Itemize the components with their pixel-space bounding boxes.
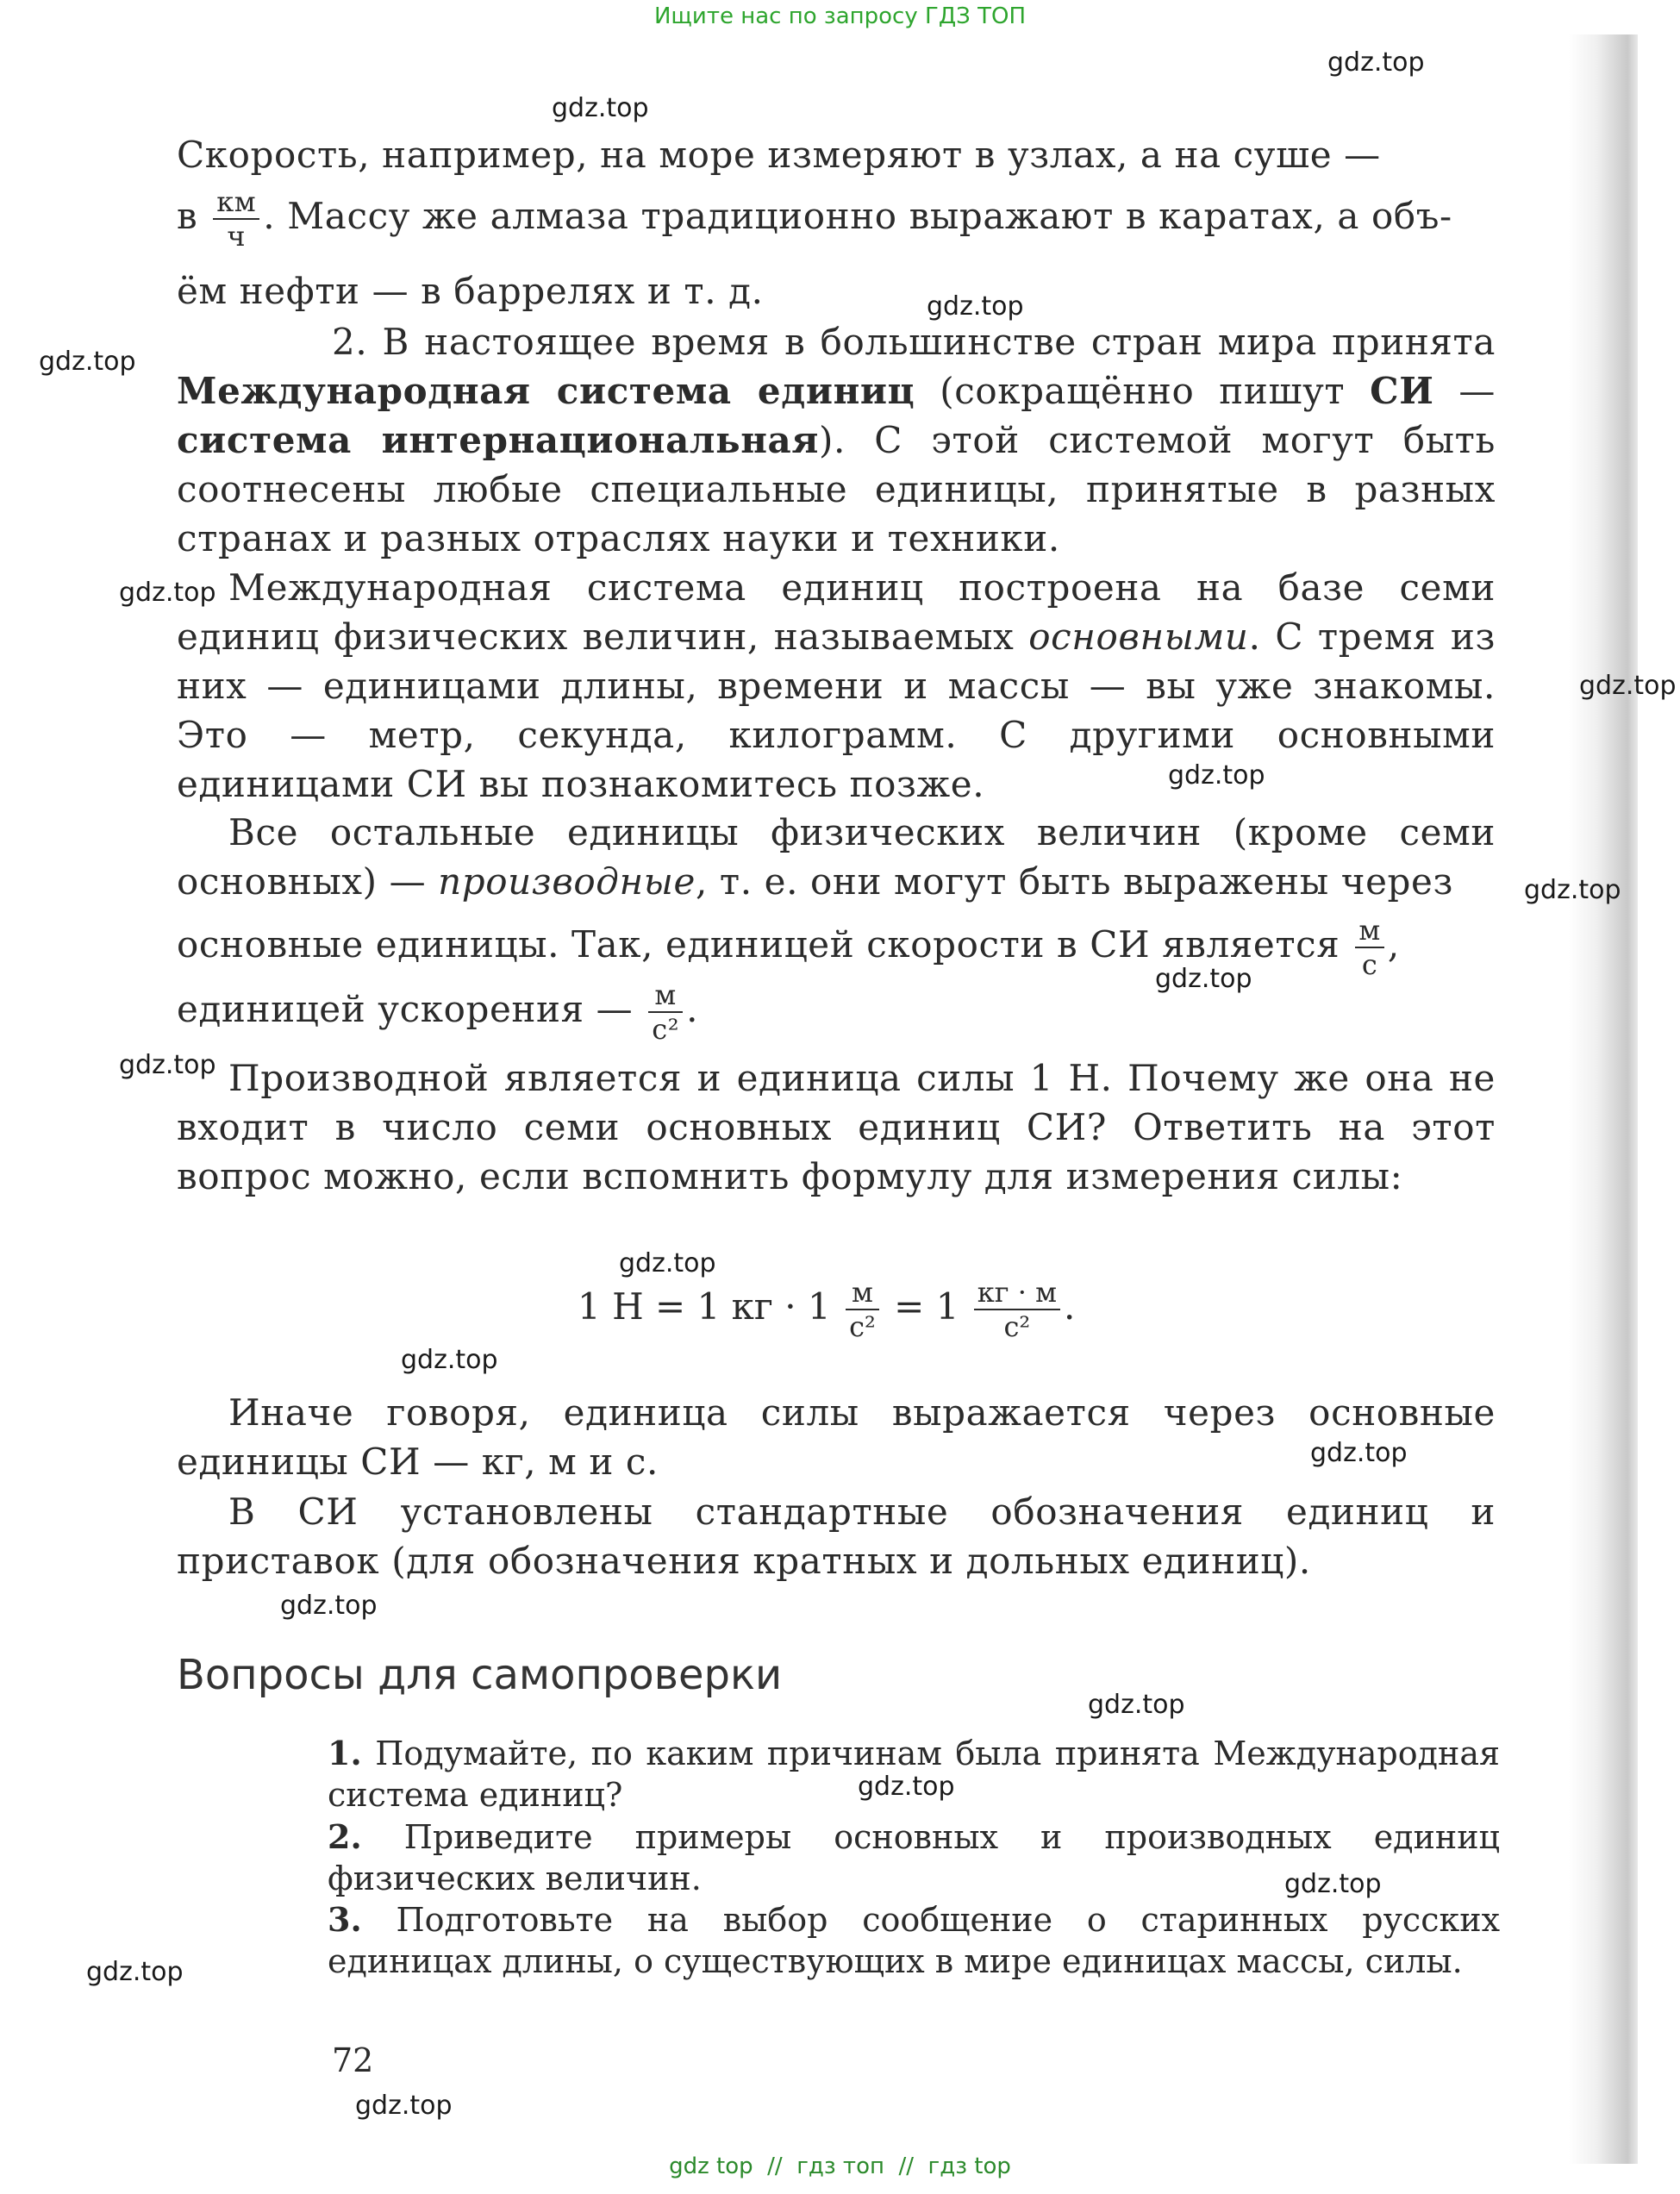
fraction-numerator: м xyxy=(846,1276,879,1310)
paragraph-si-intro xyxy=(177,317,1496,563)
fraction-numerator: м xyxy=(648,978,683,1013)
question-number: 2. xyxy=(328,1817,362,1856)
question-text: Приведите примеры основных и производных единиц физических величин. xyxy=(328,1818,1500,1897)
watermark: gdz.top xyxy=(1524,875,1621,905)
watermark: gdz.top xyxy=(280,1591,378,1621)
watermark: gdz.top xyxy=(1284,1869,1382,1899)
p3-b: . С тремя из них — единицами длины, времени и массы — вы уже знакомы. Это — метр, секунда, килограмм. С другими основными единицами СИ вы познакомитесь позже. xyxy=(177,616,1496,805)
fraction-denominator: ч xyxy=(227,220,247,253)
p4-d-post: . xyxy=(686,988,699,1030)
watermark: gdz.top xyxy=(619,1248,716,1278)
question-number: 3. xyxy=(328,1900,362,1939)
paragraph-si-notation: В СИ установлены стандартные обозначения единиц и приставок (для обозначения кратных и дольных единиц). xyxy=(177,1491,1496,1582)
question-number: 1. xyxy=(328,1734,362,1772)
paragraph-derived-units xyxy=(177,808,1496,906)
term-basic: основными xyxy=(1028,616,1249,658)
watermark: gdz.top xyxy=(39,347,136,377)
question-item xyxy=(328,1816,1500,1899)
p1-line-a: Скорость, например, на море измеряют в узлах, а на суше — xyxy=(177,134,1381,176)
questions-heading: Вопросы для самопроверки xyxy=(177,1651,783,1699)
term-si: СИ xyxy=(1370,370,1434,412)
watermark: gdz.top xyxy=(1579,671,1677,701)
fraction-km-h xyxy=(213,185,259,253)
fraction-m-s2 xyxy=(648,978,683,1046)
bottom-banner[interactable]: gdz top // гдз топ // гдз top xyxy=(669,2153,1011,2179)
p4-c-post: , xyxy=(1387,923,1400,966)
formula-end: . xyxy=(1063,1285,1076,1328)
question-text: Подумайте, по каким причинам была принята Международная система единиц? xyxy=(328,1735,1500,1814)
p2-dash: — xyxy=(1433,370,1496,412)
watermark: gdz.top xyxy=(1088,1690,1185,1720)
fraction-denominator: с² xyxy=(1003,1310,1031,1343)
watermark: gdz.top xyxy=(119,578,216,608)
watermark: gdz.top xyxy=(86,1957,184,1987)
watermark: gdz.top xyxy=(401,1345,498,1375)
p1-line-b xyxy=(177,185,1452,253)
scan-page-edge xyxy=(1569,34,1638,2164)
watermark: gdz.top xyxy=(858,1772,955,1802)
watermark: gdz.top xyxy=(552,93,649,123)
fraction-denominator: с xyxy=(1361,948,1378,981)
fraction-denominator: с² xyxy=(652,1013,680,1046)
paragraph-base-units xyxy=(177,563,1496,809)
question-item xyxy=(328,1899,1500,1982)
fraction-denominator: с² xyxy=(849,1310,876,1343)
formula-left: 1 Н = 1 кг · 1 xyxy=(578,1285,831,1328)
paragraph-force-base: Иначе говоря, единица силы выражается через основные единицы СИ — кг, м и с. xyxy=(177,1391,1496,1483)
watermark: gdz.top xyxy=(119,1050,216,1080)
force-unit-formula xyxy=(578,1276,1075,1343)
question-item xyxy=(328,1733,1500,1816)
fraction-m-s2 xyxy=(846,1276,879,1343)
p2-lead: 2. В настоящее время в большинстве стран мира принята xyxy=(332,321,1496,363)
fraction-kg-m-s2 xyxy=(974,1276,1060,1343)
fraction-numerator: км xyxy=(213,185,259,220)
term-derived: производные xyxy=(438,860,696,903)
term-system-international: система интернациональная xyxy=(177,419,819,461)
p4-line-d xyxy=(177,978,698,1046)
term-international-system: Международная система единиц xyxy=(177,370,915,412)
watermark: gdz.top xyxy=(1155,964,1252,994)
watermark: gdz.top xyxy=(355,2091,453,2121)
formula-mid: = 1 xyxy=(894,1285,959,1328)
fraction-numerator: кг · м xyxy=(974,1276,1060,1310)
watermark: gdz.top xyxy=(1310,1438,1408,1468)
p4-line-c xyxy=(177,914,1496,981)
p4-d-pre: единицей ускорения — xyxy=(177,988,634,1030)
p4-b: , т. е. они могут быть выражены через xyxy=(696,860,1453,903)
p1-b-pre: в xyxy=(177,195,198,237)
fraction-m-s xyxy=(1355,914,1384,981)
watermark: gdz.top xyxy=(1168,760,1265,791)
question-text: Подготовьте на выбор сообщение о старинных русских единицах длины, о существующих в мире единицах массы, силы. xyxy=(328,1901,1500,1980)
top-banner[interactable]: Ищите нас по запросу ГДЗ ТОП xyxy=(653,3,1027,29)
p4-a: Все остальные единицы физических величин (кроме семи основных) — xyxy=(177,811,1496,903)
watermark: gdz.top xyxy=(927,291,1024,322)
p4-c-pre: основные единицы. Так, единицей скорости в СИ является xyxy=(177,923,1340,966)
p3-a: Международная система единиц построена на базе семи единиц физических величин, называемых xyxy=(177,566,1496,658)
p1-b-post: . Массу же алмаза традиционно выражают в каратах, а объ- xyxy=(263,195,1452,237)
p2-tail: ). С этой системой могут быть соотнесены любые специальные единицы, принятые в разных странах и разных отраслях науки и техники. xyxy=(177,419,1496,559)
paragraph-force-unit: Производной является и единица силы 1 Н. Почему же она не входит в число семи основных единиц СИ? Ответить на этот вопрос можно, если вспомнить формулу для измерения силы: xyxy=(177,1057,1496,1197)
p1-line-c: ём нефти — в баррелях и т. д. xyxy=(177,270,764,312)
p2-mid: (сокращённо пишут xyxy=(915,370,1371,412)
watermark: gdz.top xyxy=(1327,47,1425,78)
page-number: 72 xyxy=(332,2041,374,2079)
fraction-numerator: м xyxy=(1355,914,1384,948)
